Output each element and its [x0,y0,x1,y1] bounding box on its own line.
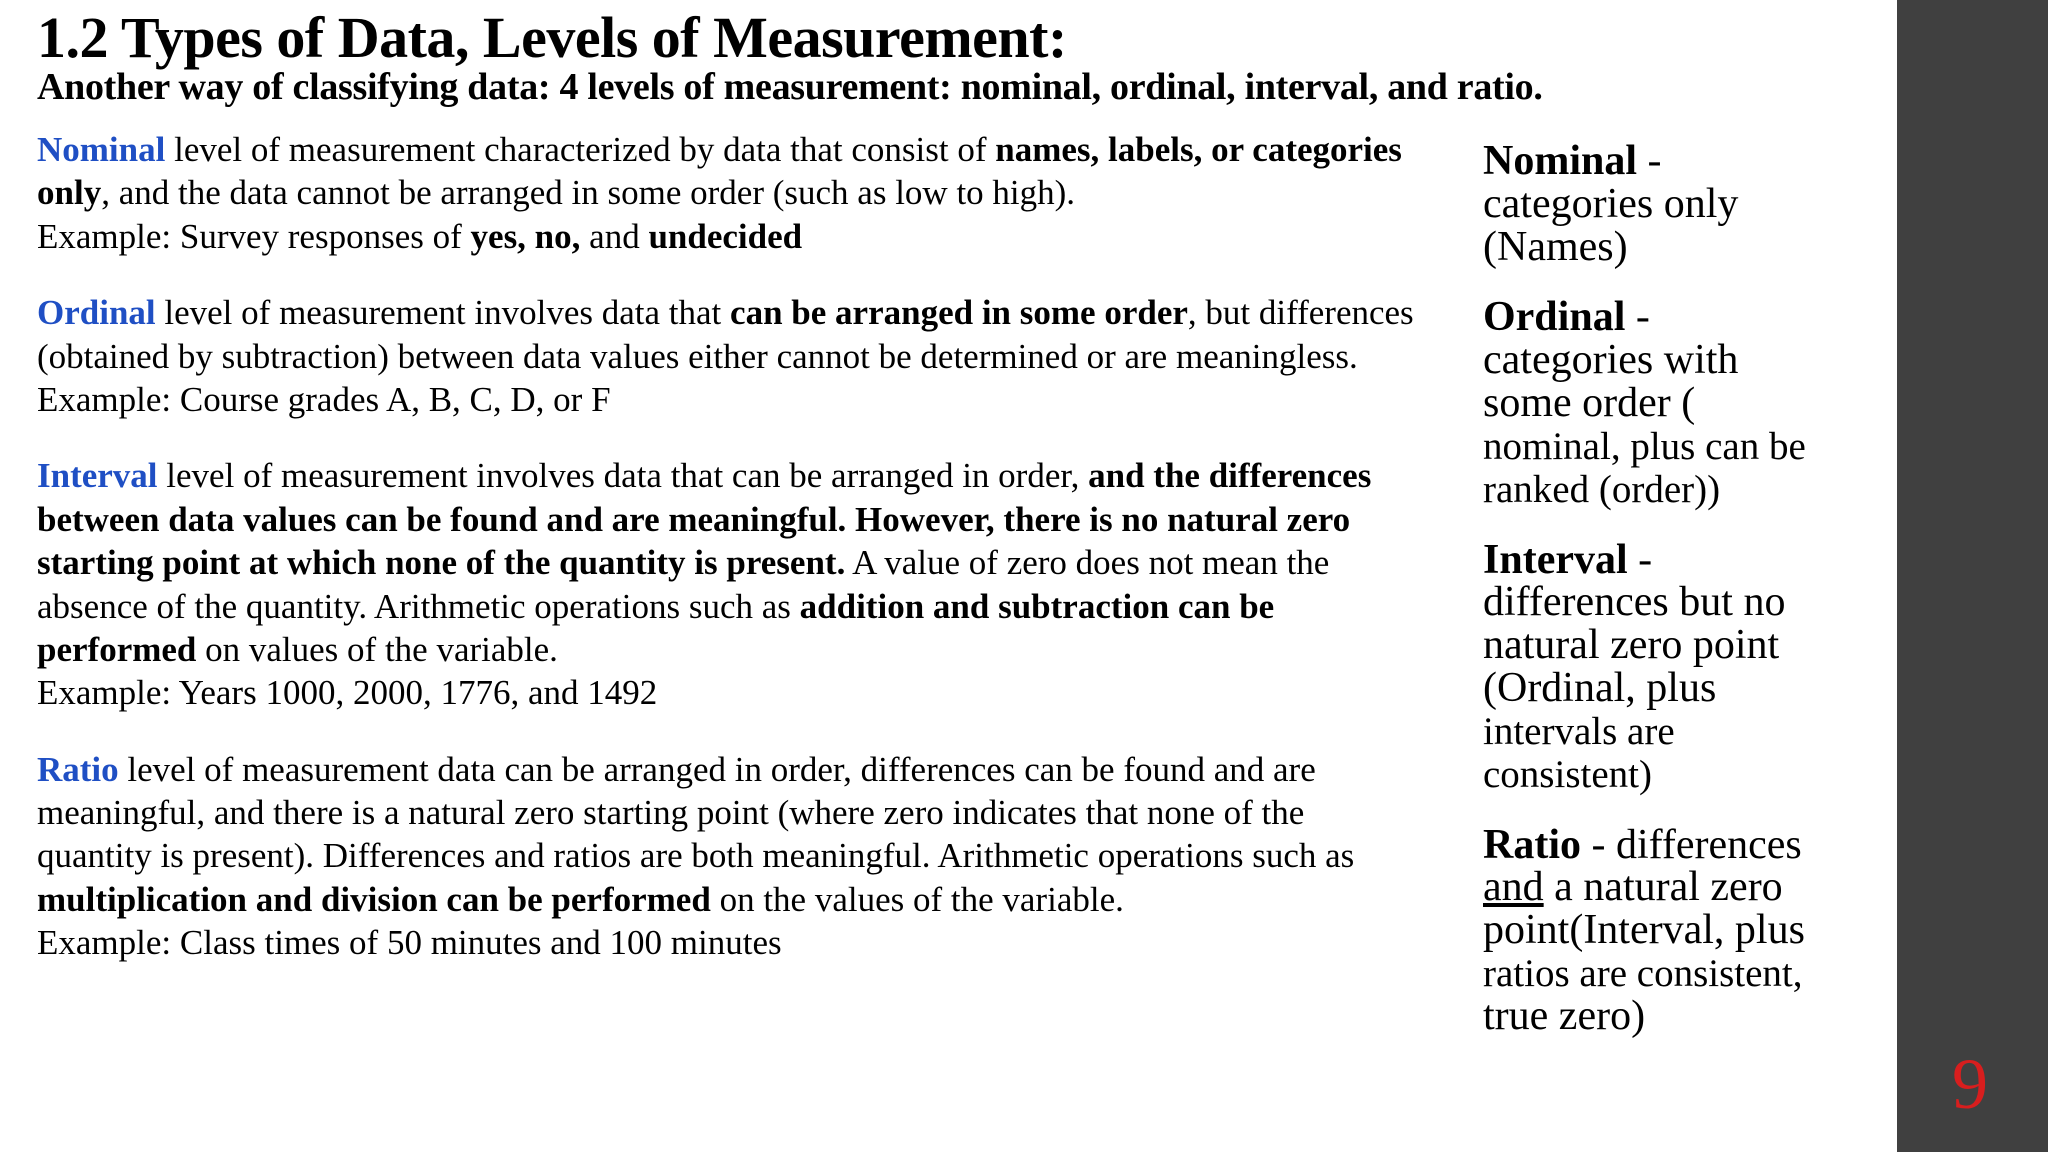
ratio-text-2: on the values of the variable. [710,879,1124,919]
nominal-text-1: level of measurement characterized by data that consist of [165,130,996,169]
summary-ratio-line-1: a natural zero [1543,864,1783,911]
summary-interval-dash: - [1627,536,1653,583]
ordinal-term: Ordinal [37,293,156,333]
summary-ordinal-head: Ordinal [1483,294,1626,341]
summary-interval-line-4: intervals are [1483,709,1675,753]
summary-nominal-line-2: (Names) [1483,223,1628,270]
summary-nominal-line-1: categories only [1483,180,1739,227]
summary-ordinal-line-4: ranked (order)) [1483,467,1721,511]
interval-bold-2: addition and subtraction can be performed [37,586,1275,669]
nominal-text-2: , and the data cannot be arranged in some order (such as low to high). [101,173,1076,213]
ratio-text-1: level of measurement data can be arranged in order, differences can be found and are meaningful, and there is a natural zero starting point (where zero indicates that none of the quantity is present). Differences and ratios are both meaningful. Arithmetic operations such as [37,749,1355,876]
summary-ratio-dash: - differences [1581,821,1802,868]
summary-nominal-dash: - [1637,138,1662,184]
summary-interval-line-5: consistent) [1483,752,1652,796]
summary-nominal-head: Nominal [1483,138,1638,184]
interval-text-1: level of measurement involves data that can be arranged in order, [157,456,1089,496]
summary-interval-line-3: (Ordinal, plus [1483,665,1717,712]
nominal-bold-2: yes, no, [470,216,581,256]
ordinal-bold-1: can be arranged in some order [730,293,1188,333]
interval-bold-1: and the differences between data values can be found and are meaningful. However, there is no natural zero starting point at which none of the quantity is present. [37,456,1372,583]
summary-interval [1483,536,1883,796]
summary-ratio-and: and [1483,864,1544,911]
summary-ratio [1483,821,1883,1039]
summary-interval-line-2: natural zero point [1483,622,1780,669]
ordinal-paragraph [37,291,1427,421]
nominal-paragraph [37,128,1427,258]
summary-ordinal-line-3: nominal, plus can be [1483,424,1806,468]
ratio-bold-1: multiplication and division can be performed [37,879,711,919]
summary-ordinal-line-1: categories with [1483,337,1739,384]
summary-ratio-line-3: ratios are consistent, [1483,952,1803,996]
nominal-example-2: and [580,216,649,256]
interval-text-2: A value of zero does not mean the absence of the quantity. Arithmetic operations such as [37,543,1330,626]
ordinal-example: Example: Course grades A, B, C, D, or F [37,379,611,419]
interval-example: Example: Years 1000, 2000, 1776, and 1492 [37,673,658,713]
summary-ratio-line-4: true zero) [1483,992,1646,1039]
summary-ordinal-dash: - [1625,294,1650,341]
nominal-bold-3: undecided [648,216,803,256]
ordinal-text-2: , but differences (obtained by subtraction) between data values either cannot be determined or are meaningless. [37,293,1414,376]
ratio-term: Ratio [37,749,119,789]
ordinal-text-1: level of measurement involves data that [155,293,731,333]
ratio-paragraph [37,748,1427,965]
nominal-example-1: Example: Survey responses of [37,216,471,256]
summary-ratio-line-2: point(Interval, plus [1483,907,1805,954]
interval-term: Interval [37,456,158,496]
ratio-example: Example: Class times of 50 minutes and 100 minutes [37,923,782,963]
summary-ordinal [1483,296,1883,510]
summary-nominal [1483,140,1883,268]
nominal-bold-1: names, labels, or categories only [37,130,1402,213]
slide-sidebar [1897,0,2048,1152]
summary-column [1483,140,1883,1066]
slide-title: 1.2 Types of Data, Levels of Measurement: [37,5,1067,70]
slide-subtitle: Another way of classifying data: 4 levels of measurement: nominal, ordinal, interval, and ratio. [37,66,1543,108]
summary-ratio-head: Ratio [1483,821,1581,868]
page-number: 9 [1952,1044,1988,1124]
nominal-term: Nominal [37,130,166,169]
summary-ordinal-line-2: some order ( [1483,380,1696,427]
interval-text-3: on values of the variable. [196,629,558,669]
summary-interval-head: Interval [1483,536,1628,583]
summary-interval-line-1: differences but no [1483,579,1786,626]
interval-paragraph [37,454,1427,714]
main-content [37,128,1427,998]
